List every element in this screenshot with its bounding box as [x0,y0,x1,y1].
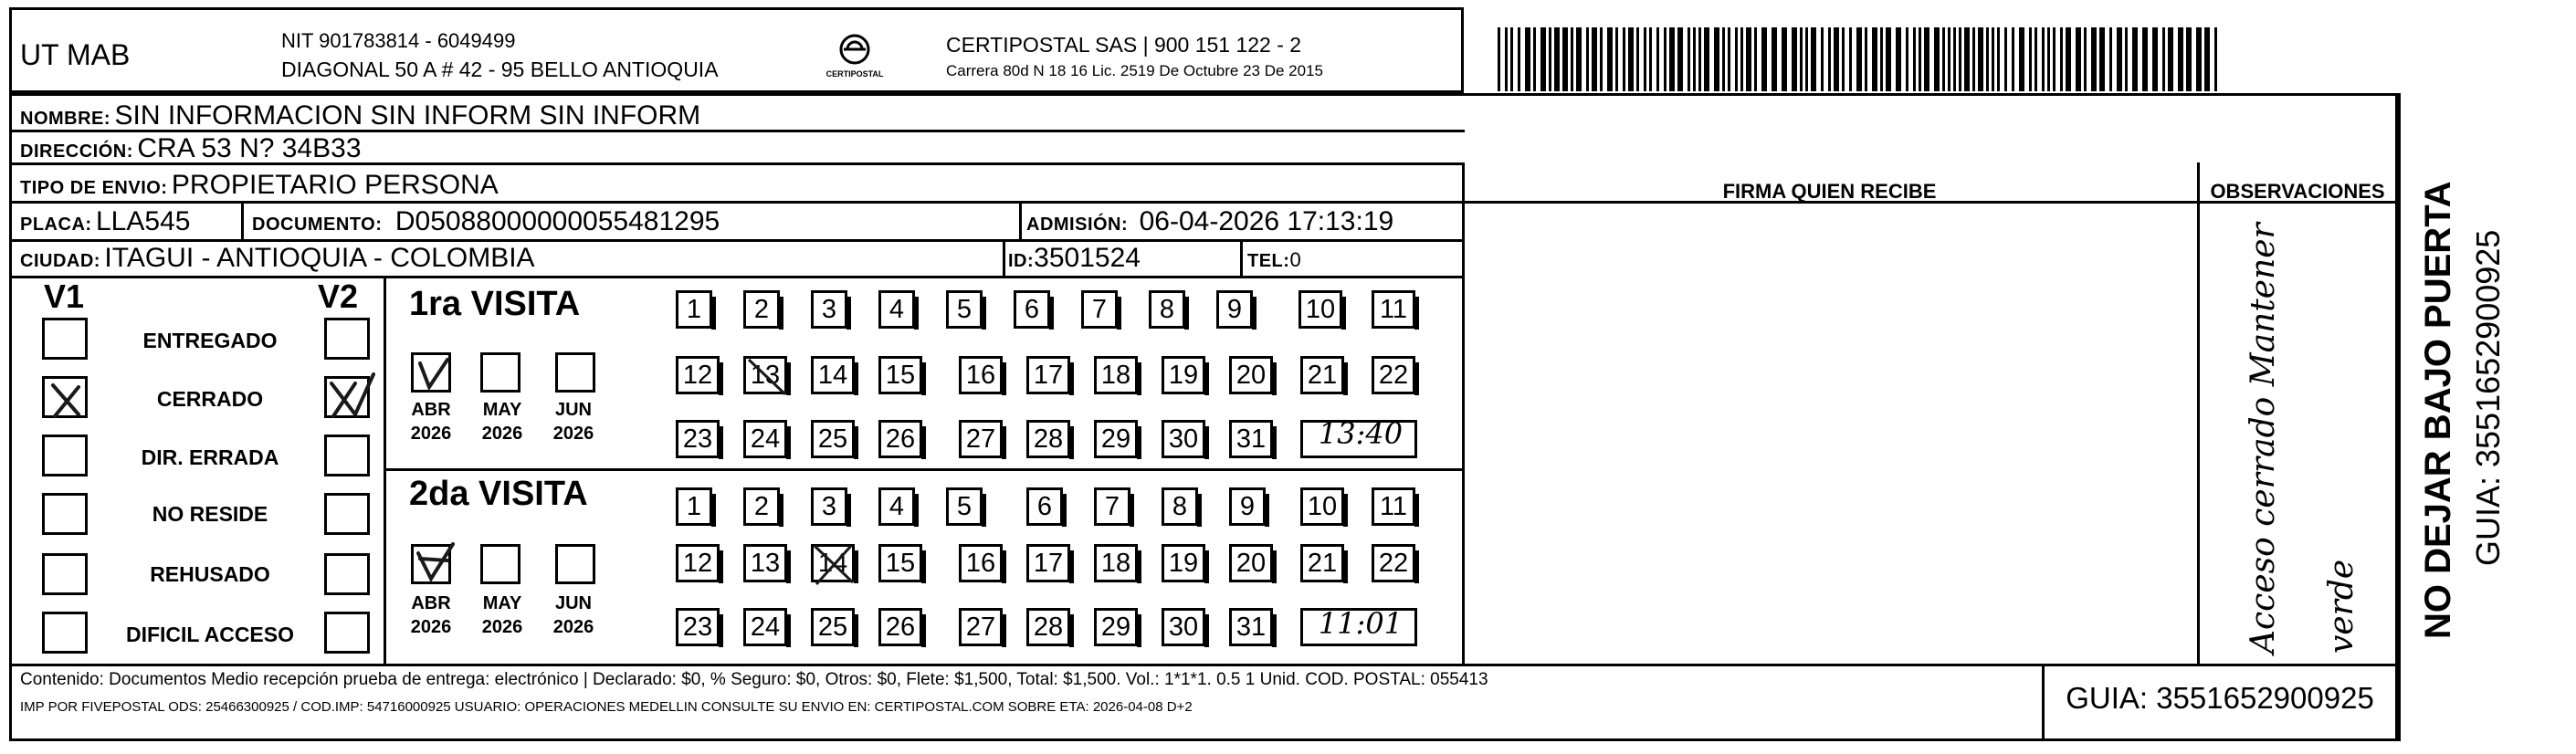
barcode-bar [1728,27,1730,91]
v2-checkbox-cerrado[interactable] [324,376,370,418]
type-row [20,170,499,201]
barcode-bar [1805,27,1808,91]
first-day-box[interactable]: 4 [878,290,915,329]
side-no-dejar: NO DEJAR BAJO PUERTA [2418,181,2458,639]
barcode-bar [2099,27,2105,91]
year-label: 2026 [552,617,594,637]
second-day-box[interactable]: 21 [1300,544,1344,582]
barcode-bar [1735,27,1738,91]
barcode-bar [1800,27,1803,91]
barcode-bar [1571,27,1573,91]
barcode-bar [1953,27,1956,91]
name-value: SIN INFORMACION SIN INFORM SIN INFORM [114,100,701,131]
barcode-bar [1880,27,1883,91]
barcode-bar [1772,27,1777,91]
barcode-bar [1906,27,1908,91]
year-label: 2026 [481,617,523,637]
v2-label: V2 [318,278,359,315]
barcode-bar [2029,27,2032,91]
barcode-bar [2076,27,2081,91]
plate-label: PLACA: [20,215,92,235]
barcode-bar [1828,27,1831,91]
barcode-bar [1664,27,1667,91]
type-label: TIPO DE ENVIO: [20,178,168,198]
second-day-box[interactable]: 26 [878,608,922,646]
address-label: DIRECCIÓN: [20,141,133,162]
second-day-box[interactable]: 11 [1372,487,1415,526]
v1-label: V1 [44,278,85,315]
barcode-bar [2053,27,2056,91]
admission-value: 06-04-2026 17:13:19 [1139,206,1394,236]
barcode-bar [1856,27,1862,91]
barcode-bar [1959,27,1961,91]
barcode-bar [1964,27,1970,91]
second-day-box[interactable]: 18 [1094,544,1138,582]
v2-checkbox-dir-errada[interactable] [324,435,370,476]
barcode-bar [1792,27,1797,91]
v2-checkbox-entregado[interactable] [324,318,370,360]
first-day-box[interactable]: 5 [946,290,983,329]
tel-label: TEL: [1247,251,1290,271]
second-day-box[interactable]: 1 [676,487,712,526]
first-day-box[interactable]: 19 [1162,356,1205,394]
second-day-box[interactable]: 23 [676,608,720,646]
first-day-box[interactable]: 25 [811,420,855,458]
barcode-bar [1518,27,1520,91]
barcode-bar [1600,27,1603,91]
barcode-bar [1607,27,1613,91]
barcode-bar [1754,27,1757,91]
barcode-bar [1562,27,1568,91]
barcode-bar [2109,27,2112,91]
second-day-box[interactable]: 13 [743,544,787,582]
tel-value: 0 [1289,248,1301,271]
footer-imp: IMP POR FIVEPOSTAL ODS: 25466300925 / COD.IMP: 54716000925 USUARIO: OPERACIONES MEDELLIN CONSULTE SU ENVIO EN: CERTIPOSTAL.COM SOBRE ETA: 2026-04-08 D+2 [20,699,1193,715]
barcode-bar [1693,27,1696,91]
status-label: CERRADO [156,387,264,411]
footer-content: Contenido: Documentos Medio recepción prueba de entrega: electrónico | Declarado: $0, % Seguro: $0, Otros: $0, Flete: $1,500, Total: $1,500. Vol.: 1*1*1. 0.5 1 Unid. COD. POSTAL: 055413 [20,670,1488,689]
barcode-bar [1886,27,1891,91]
barcode-bar [2012,27,2014,91]
observations-note: Acceso cerrado Mantener verde [2245,223,2360,654]
barcode-bar [2091,27,2097,91]
barcode-bar [1972,27,1975,91]
second-day-box-selected[interactable]: 14 [811,544,855,582]
barcode-bar [2178,27,2183,91]
barcode-bar [2060,27,2063,91]
barcode-bar [1986,27,1989,91]
second-day-box[interactable]: 8 [1162,487,1198,526]
barcode-bar [1714,27,1719,91]
barcode-bar [2042,27,2045,91]
barcode-bar [2019,27,2024,91]
year-label: 2026 [410,617,452,637]
name-label: NOMBRE: [20,109,111,129]
barcode-bar [1842,27,1845,91]
barcode-bar [2047,27,2050,91]
city-label: CIUDAD: [20,251,100,271]
barcode-bar [2186,27,2192,91]
barcode-bar [1677,27,1683,91]
month-label: ABR [411,400,451,420]
barcode-bar [1919,27,1921,91]
second-day-box[interactable]: 30 [1162,608,1205,646]
barcode-bar [1576,27,1582,91]
first-day-box[interactable]: 7 [1081,290,1118,329]
barcode-bar [1656,27,1659,91]
city-row [20,243,535,274]
first-day-box[interactable]: 30 [1162,420,1205,458]
first-day-box[interactable]: 20 [1229,356,1273,394]
name-row [20,100,700,131]
status-label: NO RESIDE [152,502,268,526]
barcode-bar [1849,27,1852,91]
first-day-box[interactable]: 26 [878,420,922,458]
status-label: ENTREGADO [142,329,278,352]
v2-checkbox-dificil-acceso[interactable] [324,612,370,654]
second-day-box[interactable]: 27 [959,608,1003,646]
first-day-box-selected[interactable]: 13 [743,356,787,394]
certipostal-logo [811,29,899,84]
barcode-bar [2084,27,2087,91]
status-label: REHUSADO [150,562,270,586]
barcode-bar [1872,27,1877,91]
v1-checkbox-no-reside[interactable] [42,493,88,535]
barcode-bar [2117,27,2122,91]
barcode-bar [1698,27,1701,91]
first-day-box[interactable]: 21 [1300,356,1344,394]
barcode-bar [2125,27,2128,91]
tel-row [1247,248,1301,272]
first-day-box[interactable]: 1 [676,290,712,329]
id-value: 3501524 [1034,243,1141,273]
barcode-bar [1623,27,1625,91]
barcode-bar [1644,27,1646,91]
v2-checkbox-rehusado[interactable] [324,553,370,595]
second-day-box[interactable]: 4 [878,487,915,526]
second-visit-month-may[interactable] [480,544,520,584]
address-value: CRA 53 N? 34B33 [137,133,362,163]
barcode-bar [1505,27,1508,91]
second-day-box[interactable]: 3 [811,487,847,526]
first-day-box[interactable]: 24 [743,420,787,458]
footer-guia: GUIA: 3551652900925 [2066,681,2374,715]
barcode-bar [2066,27,2071,91]
document-label: DOCUMENTO: [252,215,383,235]
second-day-box[interactable]: 17 [1026,544,1070,582]
barcode-bar [1811,27,1816,91]
second-day-box[interactable]: 2 [743,487,780,526]
month-label: JUN [554,593,592,613]
second-day-box[interactable]: 15 [878,544,922,582]
barcode-bar [1761,27,1767,91]
company-address: DIAGONAL 50 A # 42 - 95 BELLO ANTIOQUIA [281,58,719,81]
month-label: ABR [411,593,451,613]
barcode-bar [1992,27,1994,91]
admission-label: ADMISIÓN: [1026,215,1129,235]
barcode-bar [1554,27,1560,91]
barcode-bar [1510,27,1513,91]
barcode-bar [2196,27,2202,91]
barcode-bar [2132,27,2138,91]
v2-checkbox-no-reside[interactable] [324,493,370,535]
plate-value: LLA545 [96,206,191,236]
admission-row [1026,206,1393,237]
first-day-box[interactable]: 18 [1094,356,1138,394]
barcode-bar [1586,27,1589,91]
barcode-bar [1615,27,1618,91]
first-visit-month-may[interactable] [480,352,520,393]
first-day-box[interactable]: 29 [1094,420,1138,458]
barcode-bar [1740,27,1743,91]
first-day-box[interactable]: 16 [959,356,1003,394]
status-label: DIFICIL ACCESO [125,623,294,646]
v1-checkbox-dificil-acceso[interactable] [42,612,88,654]
second-day-box[interactable]: 9 [1229,487,1266,526]
barcode-bar [1533,27,1536,91]
barcode-bar [1913,27,1916,91]
second-day-box[interactable]: 24 [743,608,787,646]
first-day-box[interactable]: 27 [959,420,1003,458]
id-label: ID: [1008,251,1035,271]
second-day-box[interactable]: 25 [811,608,855,646]
provider-license: Carrera 80d N 18 16 Lic. 2519 De Octubre 23 De 2015 [946,62,1323,79]
status-label: DIR. ERRADA [141,445,279,469]
first-day-box[interactable]: 15 [878,356,922,394]
barcode-bar [1997,27,2000,91]
barcode-bar [1688,27,1690,91]
v1-checkbox-dir-errada[interactable] [42,435,88,476]
barcode-bar [2168,27,2173,91]
first-day-box[interactable]: 9 [1216,290,1253,329]
first-day-box[interactable]: 8 [1149,290,1185,329]
first-day-box[interactable]: 11 [1372,290,1415,329]
second-day-box[interactable]: 20 [1229,544,1273,582]
barcode-bar [1592,27,1597,91]
barcode-bar [1948,27,1950,91]
year-label: 2026 [552,424,594,444]
document-row [252,206,720,237]
barcode-bar [1722,27,1725,91]
barcode [1498,27,2228,91]
first-visit-month-jun[interactable] [555,352,595,393]
first-day-box[interactable]: 22 [1372,356,1415,394]
second-day-box[interactable]: 12 [676,544,720,582]
id-row [1008,243,1141,274]
company-name: UT MAB [20,38,131,71]
type-value: PROPIETARIO PERSONA [171,170,499,200]
document-value: D05088000000055481295 [394,206,720,236]
second-day-box[interactable]: 5 [946,487,983,526]
first-day-box[interactable]: 6 [1014,290,1050,329]
provider-name: CERTIPOSTAL SAS | 900 151 122 - 2 [946,33,1302,57]
second-day-box[interactable]: 19 [1162,544,1205,582]
city-value: ITAGUI - ANTIOQUIA - COLOMBIA [104,243,535,273]
barcode-bar [1704,27,1709,91]
barcode-bar [1978,27,1983,91]
barcode-bar [2162,27,2165,91]
first-day-box[interactable]: 28 [1026,420,1070,458]
month-label: MAY [482,400,522,420]
second-day-box[interactable]: 10 [1300,487,1344,526]
side-guia: GUIA: 3551652900925 [2469,229,2507,566]
v1-checkbox-rehusado[interactable] [42,553,88,595]
barcode-bar [1834,27,1839,91]
barcode-bar [1896,27,1901,91]
second-day-box[interactable]: 7 [1094,487,1130,526]
barcode-bar [1924,27,1929,91]
second-visit-time-handwritten: 11:01 [1318,606,1404,641]
second-day-box[interactable]: 31 [1229,608,1273,646]
barcode-bar [1549,27,1551,91]
second-day-box[interactable]: 6 [1026,487,1063,526]
barcode-bar [1942,27,1945,91]
month-label: MAY [482,593,522,613]
first-day-box[interactable]: 17 [1026,356,1070,394]
first-day-box[interactable]: 12 [676,356,720,394]
barcode-bar [1865,27,1867,91]
first-day-box[interactable]: 10 [1299,290,1342,329]
first-day-box[interactable]: 31 [1229,420,1273,458]
v1-checkbox-entregado[interactable] [42,318,88,360]
barcode-bar [1821,27,1824,91]
logo-text: CERTIPOSTAL [825,69,884,79]
barcode-bar [1782,27,1787,91]
barcode-bar [2004,27,2007,91]
barcode-bar [1525,27,1530,91]
barcode-bar [1636,27,1639,91]
barcode-bar [2204,27,2210,91]
second-visit-month-abr[interactable] [411,544,451,584]
barcode-bar [2214,27,2217,91]
first-visit-time-handwritten: 13:40 [1318,416,1404,451]
barcode-bar [2035,27,2037,91]
barcode-bar [1628,27,1634,91]
barcode-bar [1746,27,1751,91]
barcode-bar [1669,27,1675,91]
barcode-bar [2152,27,2158,91]
first-visit-month-abr[interactable] [411,352,451,393]
second-day-box[interactable]: 28 [1026,608,1070,646]
first-day-box[interactable]: 23 [676,420,720,458]
barcode-bar [1498,27,1500,91]
second-day-box[interactable]: 16 [959,544,1003,582]
first-visit-title: 1ra VISITA [409,285,581,323]
barcode-bar [1934,27,1940,91]
year-label: 2026 [481,424,523,444]
first-day-box[interactable]: 2 [743,290,780,329]
barcode-bar [2142,27,2148,91]
year-label: 2026 [410,424,452,444]
plate-row [20,206,190,237]
second-day-box[interactable]: 22 [1372,544,1415,582]
observations-header: OBSERVACIONES [2210,180,2385,203]
nit-text: NIT 901783814 - 6049499 [281,29,516,52]
barcode-bar [1649,27,1652,91]
second-visit-month-jun[interactable] [555,544,595,584]
second-visit-title: 2da VISITA [409,475,588,513]
v1-checkbox-cerrado[interactable] [42,376,88,418]
barcode-bar [1540,27,1546,91]
second-day-box[interactable]: 29 [1094,608,1138,646]
first-day-box[interactable]: 14 [811,356,855,394]
first-day-box[interactable]: 3 [811,290,847,329]
address-row [20,133,362,164]
signature-header: FIRMA QUIEN RECIBE [1722,180,1937,203]
month-label: JUN [554,400,592,420]
